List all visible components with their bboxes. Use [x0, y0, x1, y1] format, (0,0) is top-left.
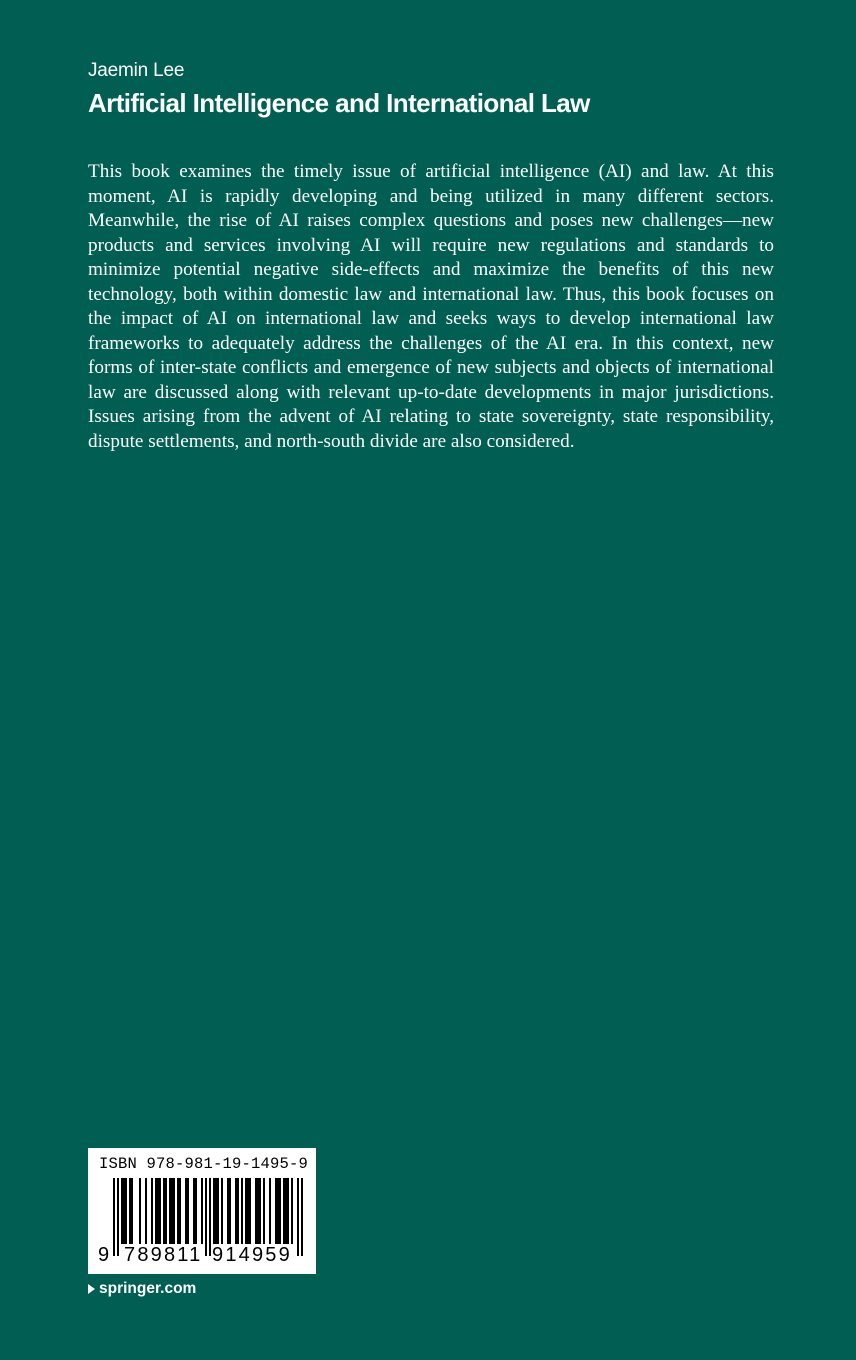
barcode-bar — [235, 1178, 237, 1244]
barcode-bar — [213, 1178, 215, 1244]
barcode-digits-left: 789811 — [124, 1244, 203, 1266]
isbn-label: ISBN 978-981-19-1495-9 — [99, 1155, 309, 1173]
barcode-bar — [195, 1178, 197, 1244]
barcode-bar — [179, 1178, 181, 1244]
barcode-bar — [259, 1178, 261, 1244]
barcode-bar — [269, 1178, 271, 1244]
barcode-bar — [151, 1178, 153, 1244]
publisher-site-label: springer.com — [99, 1280, 197, 1297]
book-title: Artificial Intelligence and International Law — [88, 88, 590, 118]
book-description: This book examines the timely issue of artificial intelligence (AI) and law. At this moment, AI is rapidly developing and being utilized in many different sectors. Meanwhile, the rise of AI raises complex questions and poses new challenges—new products and services involving AI will require new regulations and standards to minimize potential negative side-effects and maximize the benefits of this new technology, both within domestic law and international law. Thus, this book focuses on the impact of AI on international law and seeks ways to develop international law frameworks to adequately address the challenges of the AI era. In this context, new forms of inter-state conflicts and emergence of new subjects and objects of international law are discussed along with relevant up-to-date developments in major jurisdictions. Issues arising from the advent of AI relating to state sovereignty, state responsibility, dispute settlements, and north-south divide are also considered. — [88, 161, 774, 452]
barcode-digits-right: 914959 — [212, 1244, 292, 1266]
barcode-bar — [221, 1178, 223, 1244]
barcode-bar — [123, 1178, 125, 1244]
barcode-bar — [129, 1178, 131, 1244]
barcode-bar — [249, 1178, 251, 1244]
barcode-bar — [241, 1178, 243, 1244]
barcode-bar — [287, 1178, 289, 1244]
barcode-bar — [139, 1178, 141, 1244]
barcode-bar — [145, 1178, 147, 1244]
barcode-bar — [279, 1178, 281, 1244]
barcode-bar — [257, 1178, 259, 1244]
barcode-bar — [247, 1178, 249, 1244]
barcode-bar — [215, 1178, 217, 1244]
barcode-bar — [169, 1178, 171, 1244]
barcode-bar — [277, 1178, 279, 1244]
barcode-bar — [237, 1178, 239, 1244]
barcode-bar — [275, 1178, 277, 1244]
barcode-bar — [125, 1178, 127, 1244]
barcode-bar — [283, 1178, 285, 1244]
barcode-bar — [245, 1178, 247, 1244]
author-name: Jaemin Lee — [88, 60, 185, 81]
barcode-bar — [255, 1178, 257, 1244]
barcode-bar — [263, 1178, 265, 1244]
barcode-bar — [227, 1178, 229, 1244]
barcode-bar — [193, 1178, 195, 1244]
barcode-bar — [177, 1178, 179, 1244]
barcode-digit-first: 9 — [98, 1244, 110, 1266]
barcode-bar — [171, 1178, 173, 1244]
barcode-bar — [121, 1178, 123, 1244]
barcode-bar — [229, 1178, 231, 1244]
barcode-bar — [285, 1178, 287, 1244]
barcode-bar — [173, 1178, 175, 1244]
barcode-digits — [88, 1244, 316, 1268]
barcode-bar — [155, 1178, 157, 1244]
barcode-bar — [131, 1178, 133, 1244]
barcode-bar — [157, 1178, 159, 1244]
barcode-bar — [159, 1178, 161, 1244]
arrow-right-icon — [88, 1284, 95, 1294]
barcode-bar — [291, 1178, 293, 1244]
barcode-bar — [185, 1178, 187, 1244]
barcode-bar — [187, 1178, 189, 1244]
barcode-bar — [217, 1178, 219, 1244]
barcode-bar — [163, 1178, 165, 1244]
publisher-link[interactable] — [88, 1280, 196, 1298]
barcode-bar — [165, 1178, 167, 1244]
barcode-bar — [201, 1178, 203, 1244]
isbn-barcode — [88, 1148, 316, 1274]
